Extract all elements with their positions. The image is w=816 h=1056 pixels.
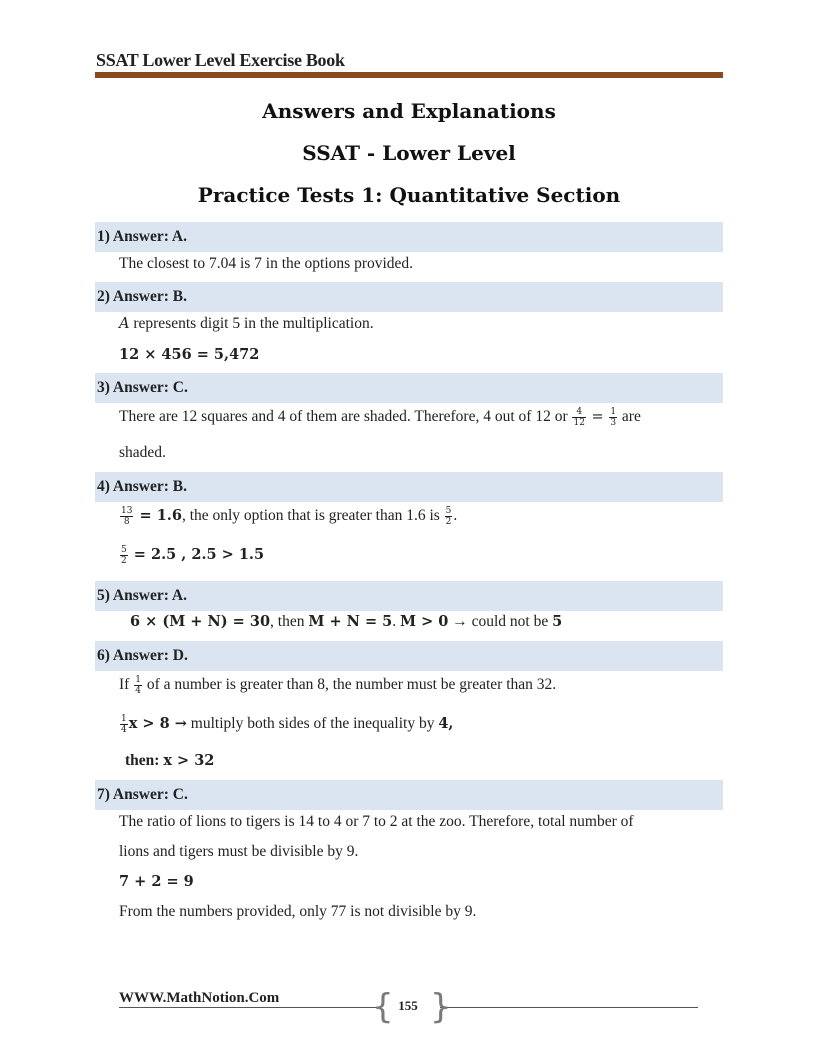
answer-3-line-1 [119,407,641,428]
math-1: 6 × (M + N) = 30 [130,613,271,630]
answer-7-line-1: The ratio of lions to tigers is 14 to 4 or 7 to 2 at the zoo. Therefore, total number of [119,813,634,830]
answer-7-equation: 7 + 2 = 9 [119,873,194,890]
answer-3-text: There are 12 squares and 4 of them are shaded. Therefore, 4 out of 12 or [119,408,572,426]
answer-4-text: , the only option that is greater than 1.6 is [181,507,444,525]
footer-rule-right [440,1007,698,1008]
answer-5-bar: 5) Answer: A. [95,581,723,611]
math-3: M > 0 [399,613,449,630]
then-label: then: [125,752,164,769]
answer-1-line: The closest to 7.04 is 7 in the options provided. [119,255,414,272]
answer-6-line-3 [125,752,214,770]
answer-3-bar: 3) Answer: C. [95,373,723,403]
footer-rule-left [119,1007,377,1008]
answer-4-bar: 4) Answer: B. [95,472,723,502]
left-brace-icon: { [372,987,394,1027]
fraction-13-8 [120,506,133,527]
frac-num: 1 [121,714,127,724]
footer-website: WWW.MathNotion.Com [119,990,280,1006]
math-4: 5 [552,613,563,630]
fraction-1-4b [120,714,128,735]
answer-3-text-end: are [618,408,641,426]
frac-num: 4 [572,407,585,418]
math-2: M + N = 5 [308,613,393,630]
frac-den: 2 [445,517,452,527]
running-header: SSAT Lower Level Exercise Book [96,50,345,70]
fraction-1-4 [134,675,142,696]
frac-num: 5 [121,545,127,555]
title-section: Practice Tests 1: Quantitative Section [197,183,621,207]
answer-7-bar: 7) Answer: C. [95,780,723,810]
header-rule [95,72,723,78]
answer-7-line-2: lions and tigers must be divisible by 9. [119,843,359,860]
text-1: , then [270,613,309,630]
frac-den: 12 [573,418,585,428]
answer-2-equation: 12 × 456 = 5,472 [119,346,260,363]
answer-7-line-4: From the numbers provided, only 77 is not divisible by 9. [119,903,477,920]
answer-6-line-2 [119,714,453,735]
answer-6-bar: 6) Answer: D. [95,641,723,671]
multiplier: 4, [438,715,454,733]
right-brace-icon: } [430,987,452,1027]
title-answers: Answers and Explanations [262,99,556,123]
answer-4-line-2 [119,545,264,566]
answer-1-bar: 1) Answer: A. [95,222,723,252]
frac-num: 1 [135,675,141,685]
frac-num: 5 [445,506,452,516]
frac-den: 3 [610,418,617,428]
frac-den: 4 [121,725,127,735]
answer-6-line-1 [119,675,556,696]
fraction-4-12 [572,407,585,428]
fraction-5-2b [120,545,128,566]
inequality: x > 8 → [128,715,187,733]
result-inequality: x > 32 [163,752,215,769]
answer-4-math: = 1.6 [134,507,182,525]
frac-num: 1 [610,407,617,417]
answer-2-line-1 [119,315,374,333]
answer-4-line-1 [119,506,457,527]
fraction-1-3 [609,407,617,428]
title-level: SSAT - Lower Level [302,141,516,165]
equals-sign: = [586,409,609,426]
frac-den: 4 [135,686,141,696]
answer-4-text-end: . [453,507,458,525]
answer-3-line-2: shaded. [119,444,166,461]
answer-2-text: represents digit 5 in the multiplication. [129,315,374,332]
text-if: If [119,676,134,694]
answer-2-bar: 2) Answer: B. [95,282,723,312]
text-2: . [392,613,400,630]
page-number: 155 [398,998,418,1013]
text-3: → could not be [448,613,553,630]
answer-5-line [130,613,562,631]
fraction-5-2 [445,506,453,527]
answer-4-equation: = 2.5 , 2.5 > 1.5 [128,546,265,564]
frac-den: 2 [121,556,127,566]
variable-a: A [119,316,130,332]
answer-6-text: of a number is greater than 8, the number must be greater than 32. [142,676,557,694]
frac-den: 8 [123,517,130,527]
frac-num: 13 [121,506,133,516]
answer-6-multiply-text: multiply both sides of the inequality by [186,715,439,733]
